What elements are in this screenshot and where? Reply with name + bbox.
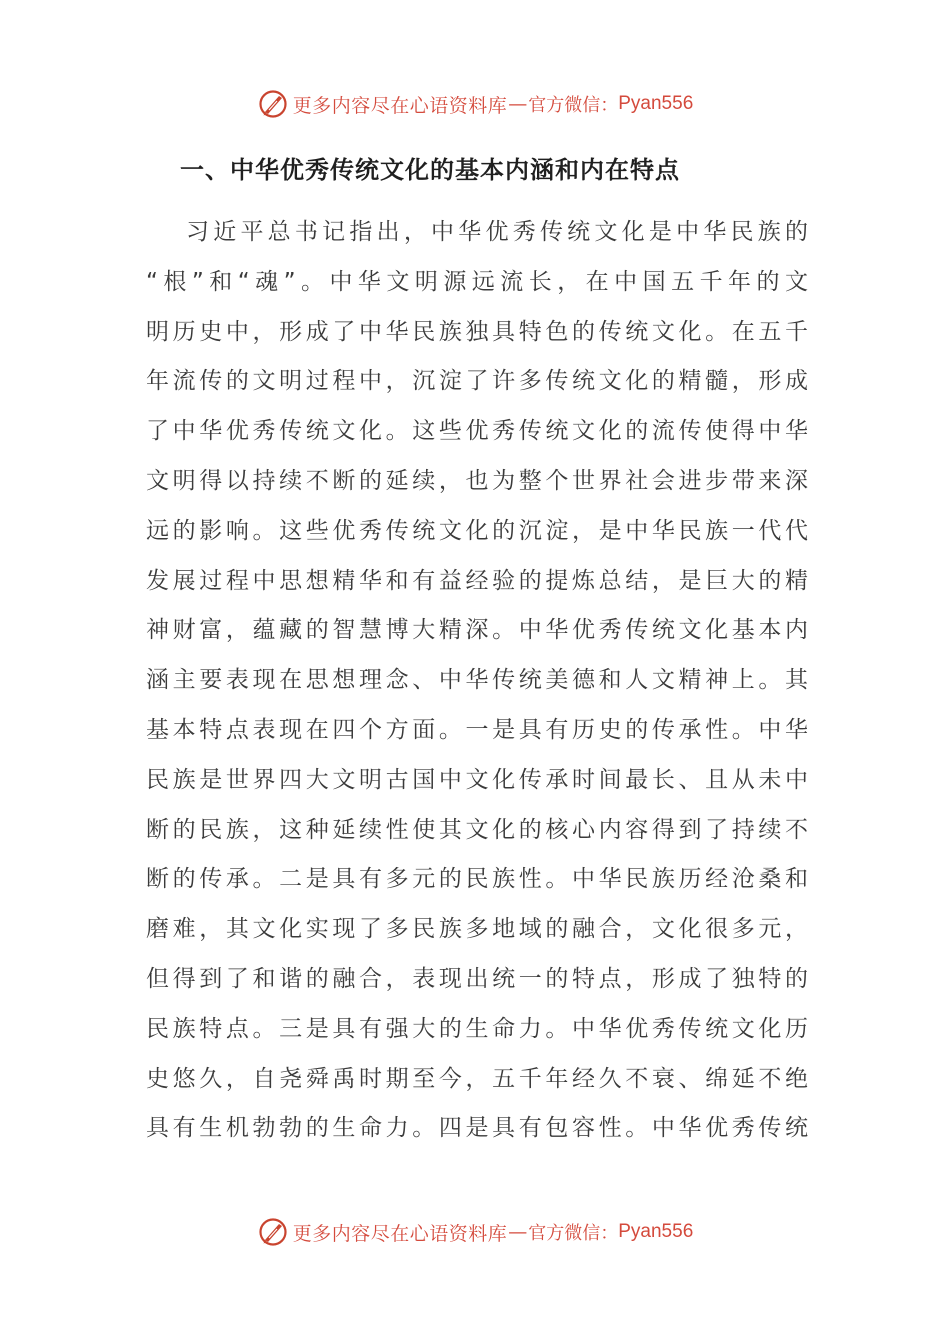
banner-brand-text: 更多内容尽在心语资料库 (292, 94, 508, 117)
paragraph-line: 史悠久，自尧舜禹时期至今，五千年经久不衰、绵延不绝 (146, 1065, 808, 1092)
pen-logo-icon (257, 88, 289, 120)
paragraph-line: “根”和“魂”。中华文明源远流长，在中国五千年的文 (146, 268, 808, 295)
paragraph-line: 具有生机勃勃的生命力。四是具有包容性。中华优秀传统 (146, 1115, 808, 1142)
banner-brand-text: 更多内容尽在心语资料库 (292, 1222, 508, 1245)
banner-official-label: 官方微信： (528, 1223, 619, 1244)
paragraph-line: 断的民族，这种延续性使其文化的核心内容得到了持续不 (146, 816, 808, 843)
banner-separator: — (508, 1221, 528, 1243)
paragraph-line: 民族特点。三是具有强大的生命力。中华优秀传统文化历 (146, 1015, 808, 1042)
header-banner (0, 84, 950, 124)
footer-banner (0, 1212, 950, 1252)
banner-wechat-id: Pyan556 (618, 1221, 694, 1242)
paragraph-line: 磨难，其文化实现了多民族多地域的融合，文化很多元， (146, 916, 808, 943)
paragraph-line: 发展过程中思想精华和有益经验的提炼总结，是巨大的精 (146, 567, 808, 594)
paragraph-line: 习近平总书记指出，中华优秀传统文化是中华民族的 (186, 219, 808, 245)
paragraph-line: 涵主要表现在思想理念、中华传统美德和人文精神上。其 (146, 667, 808, 694)
paragraph-line: 但得到了和谐的融合，表现出统一的特点，形成了独特的 (146, 965, 808, 992)
paragraph-line: 了中华优秀传统文化。这些优秀传统文化的流传使得中华 (146, 418, 808, 445)
pen-logo-icon (257, 1216, 289, 1248)
section-heading: 一、中华优秀传统文化的基本内涵和内在特点 (180, 156, 680, 184)
paragraph-line: 基本特点表现在四个方面。一是具有历史的传承性。中华 (146, 716, 808, 743)
banner-official-label: 官方微信： (528, 95, 619, 116)
banner-separator: — (508, 93, 528, 115)
banner-wechat-id: Pyan556 (618, 93, 694, 114)
paragraph-line: 民族是世界四大文明古国中文化传承时间最长、且从未中 (146, 766, 808, 793)
paragraph-line: 远的影响。这些优秀传统文化的沉淀，是中华民族一代代 (146, 517, 808, 544)
paragraph-line: 文明得以持续不断的延续，也为整个世界社会进步带来深 (146, 467, 808, 494)
body-paragraph (146, 208, 808, 1154)
paragraph-line: 年流传的文明过程中，沉淀了许多传统文化的精髓，形成 (146, 368, 808, 395)
paragraph-line: 明历史中，形成了中华民族独具特色的传统文化。在五千 (146, 318, 808, 345)
paragraph-line: 神财富，蕴藏的智慧博大精深。中华优秀传统文化基本内 (146, 617, 808, 644)
paragraph-line: 断的传承。二是具有多元的民族性。中华民族历经沧桑和 (146, 866, 808, 893)
